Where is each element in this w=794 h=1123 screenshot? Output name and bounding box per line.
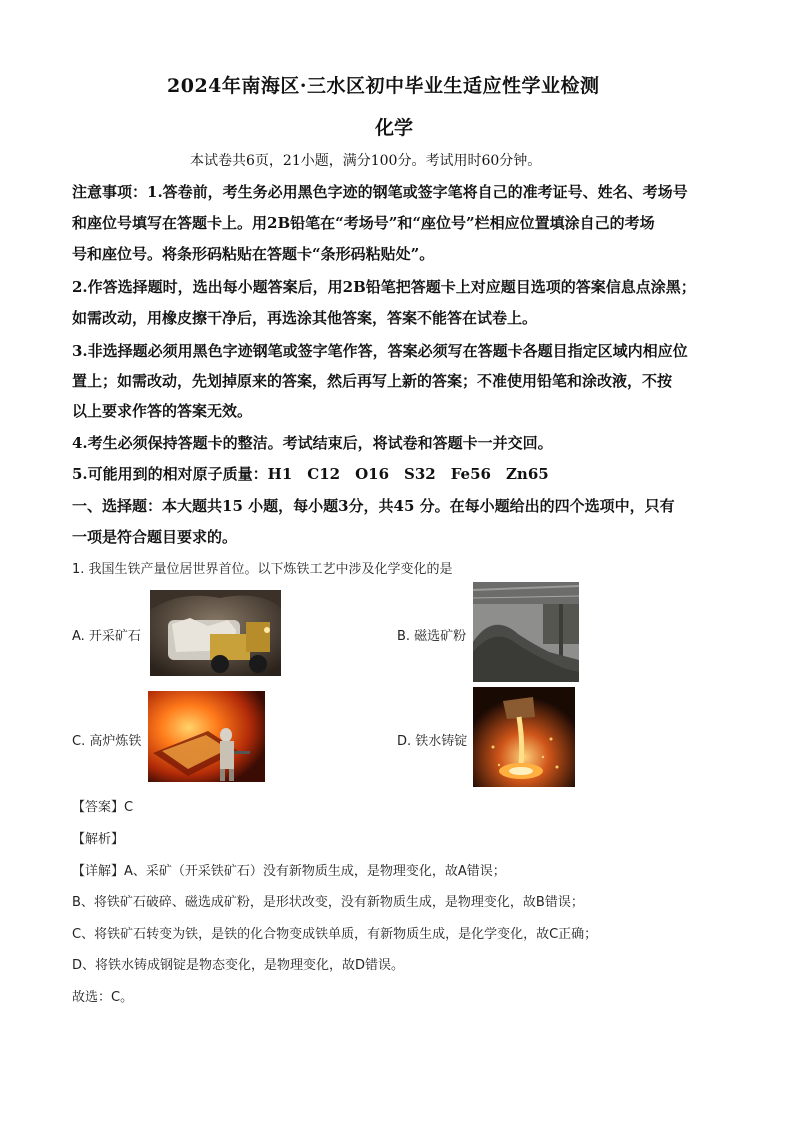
exam-summary: 本试卷共6页，21小题，满分100分。考试用时60分钟。 (190, 153, 542, 169)
notice-line-7: 置上；如需改动，先划掉原来的答案，然后再写上新的答案；不准使用铅笔和涂改液，不按 (72, 372, 673, 390)
answer-line: 【答案】C (72, 800, 134, 815)
option-d-label: D. 铁水铸锭 (397, 734, 468, 749)
blast-furnace-photo (148, 691, 265, 782)
section-header-line-2: 一项是符合题目要求的。 (72, 528, 238, 546)
notice-line-8: 以上要求作答的答案无效。 (72, 402, 253, 420)
notice-line-6: 3.非选择题必须用黑色字迹钢笔或签字笔作答，答案必须写在答题卡各题目指定区域内相应位 (72, 342, 688, 360)
notice-line-3: 号和座位号。将条形码粘贴在答题卡“条形码粘贴处”。 (72, 245, 435, 263)
detail-line-1: 【详解】A、采矿（开采铁矿石）没有新物质生成，是物理变化，故A错误； (72, 864, 506, 879)
mining-photo (150, 590, 281, 676)
notice-line-5: 如需改动，用橡皮擦干净后，再选涂其他答案，答案不能答在试卷上。 (72, 309, 538, 327)
conclusion: 故选：C。 (72, 990, 134, 1005)
option-a-label: A. 开采矿石 (72, 629, 141, 644)
notice-line-9: 4.考生必须保持答题卡的整洁。考试结束后，将试卷和答题卡一并交回。 (72, 434, 553, 452)
ore-powder-photo (473, 582, 579, 682)
notice-line-10: 5.可能用到的相对原子质量：H1 C12 O16 S32 Fe56 Zn65 (72, 465, 549, 483)
notice-line-2: 和座位号填写在答题卡上。用2B铅笔在“考场号”和“座位号”栏相应位置填涂自己的考场 (72, 214, 655, 232)
molten-iron-photo (473, 687, 575, 787)
analysis-title: 【解析】 (72, 832, 125, 847)
notice-line-4: 2.作答选择题时，选出每小题答案后，用2B铅笔把答题卡上对应题目选项的答案信息点涂黑； (72, 278, 696, 296)
exam-title: 2024年南海区·三水区初中毕业生适应性学业检测 (167, 75, 600, 97)
subject-title: 化学 (375, 117, 414, 139)
option-c-label: C. 高炉炼铁 (72, 734, 142, 749)
option-b-label: B. 磁选矿粉 (397, 629, 467, 644)
section-header-line-1: 一、选择题：本大题共15 小题，每小题3分，共45 分。在每小题给出的四个选项中，只有 (72, 497, 675, 515)
detail-line-2: B、将铁矿石破碎、磁选成矿粉，是形状改变，没有新物质生成，是物理变化，故B错误； (72, 895, 584, 910)
detail-line-3: C、将铁矿石转变为铁，是铁的化合物变成铁单质，有新物质生成，是化学变化，故C正确； (72, 927, 598, 942)
detail-line-4: D、将铁水铸成钢锭是物态变化，是物理变化，故D错误。 (72, 958, 405, 973)
notice-line-1: 注意事项：1.答卷前，考生务必用黑色字迹的钢笔或签字笔将自己的准考证号、姓名、考场号 (72, 183, 688, 201)
question-1-stem: 1. 我国生铁产量位居世界首位。以下炼铁工艺中涉及化学变化的是 (72, 562, 453, 577)
